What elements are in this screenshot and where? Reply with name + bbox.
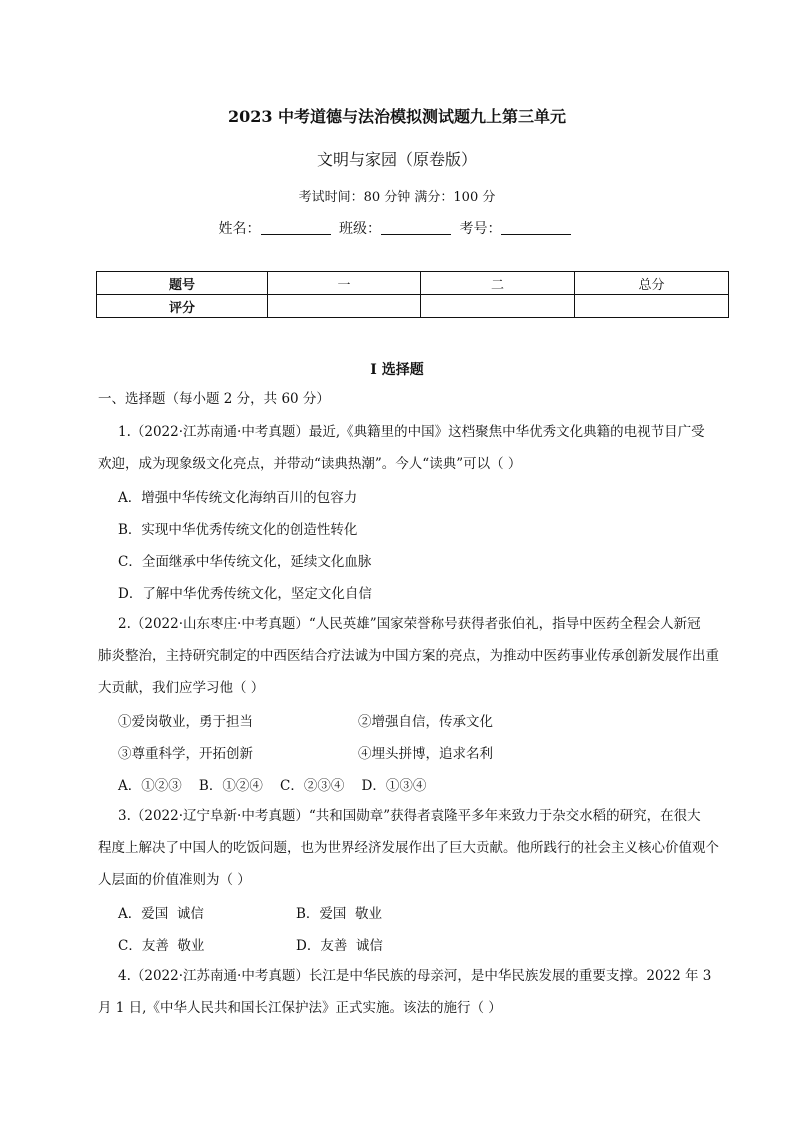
question-2-statement-3: ③尊重科学，开拓创新 [118,746,253,762]
question-2-statement-4: ④埋头拼博，追求名利 [358,746,493,762]
question-2-line-1: 2.（2022·山东枣庄·中考真题）“人民英雄”国家荣誉称号获得者张伯礼，指导中医药全程会人新冠 [118,616,701,632]
question-3-option-a: A．爱国 诚信 [118,906,204,922]
score-table-score-row [97,295,729,318]
question-1-option-c: C．全面继承中华传统文化，延续文化血脉 [118,554,372,570]
question-2-statement-2: ②增强自信，传承文化 [358,714,493,730]
score-table-header-row [97,272,729,295]
question-3-line-2: 程度上解决了中国人的吃饭问题，也为世界经济发展作出了巨大贡献。他所践行的社会主义核心价值观个 [98,840,719,856]
exam-title: 2023 中考道德与法治模拟测试题九上第三单元 [227,107,567,126]
question-1-line-2: 欢迎，成为现象级文化亮点，并带动“读典热潮”。今人“读典”可以（ ） [98,456,522,472]
score-cell: 题号 [97,272,268,295]
score-table [96,271,729,318]
class-label: 班级： [339,221,381,237]
question-2-line-2: 肺炎整治，主持研究制定的中西医结合疗法诚为中国方案的亮点，为推动中医药事业传承创新发展作出重 [98,648,719,664]
question-3-line-1: 3.（2022·辽宁阜新·中考真题）“共和国勋章”获得者袁隆平多年来致力于杂交水稻的研究，在很大 [118,808,701,824]
number-blank[interactable] [501,221,571,235]
exam-subtitle: 文明与家园（原卷版） [316,150,477,169]
question-4-line-2: 月 1 日,《中华人民共和国长江保护法》正式实施。该法的施行（ ） [98,1000,502,1016]
question-1-line-1: 1.（2022·江苏南通·中考真题）最近,《典籍里的中国》这档聚焦中华优秀文化典籍的电视节目广受 [118,424,705,440]
question-3-option-d: D．友善 诚信 [296,938,383,954]
score-input-cell[interactable] [421,295,575,318]
score-cell: 二 [421,272,575,295]
name-blank[interactable] [261,221,331,235]
question-2-line-3: 大贡献，我们应学习他（ ） [98,680,265,696]
question-1-option-d: D．了解中华优秀传统文化，坚定文化自信 [118,586,372,602]
question-3-option-c: C．友善 敬业 [118,938,205,954]
student-fields [0,218,794,238]
class-blank[interactable] [381,221,451,235]
score-cell: 评分 [97,295,268,318]
section-title: I 选择题 [370,362,424,378]
name-label: 姓名： [218,221,261,237]
exam-info: 考试时间：80 分钟 满分：100 分 [298,190,496,205]
question-3-line-3: 人层面的价值准则为（ ） [98,872,251,888]
number-label: 考号： [459,221,502,237]
part-title: 一、选择题（每小题 2 分，共 60 分） [98,391,330,407]
score-cell: 总分 [575,272,729,295]
question-1-option-b: B．实现中华优秀传统文化的创造性转化 [118,522,358,538]
question-2-statement-1: ①爱岗敬业，勇于担当 [118,714,253,730]
question-1-option-a: A．增强中华传统文化海纳百川的包容力 [118,490,358,506]
score-input-cell[interactable] [268,295,421,318]
question-2-options: A．①②③ B．①②④ C．②③④ D．①③④ [118,778,427,794]
score-input-cell[interactable] [575,295,729,318]
score-cell: 一 [268,272,421,295]
question-4-line-1: 4.（2022·江苏南通·中考真题）长江是中华民族的母亲河，是中华民族发展的重要支撑。2022 年 3 [118,968,712,984]
question-3-option-b: B．爱国 敬业 [296,906,383,922]
